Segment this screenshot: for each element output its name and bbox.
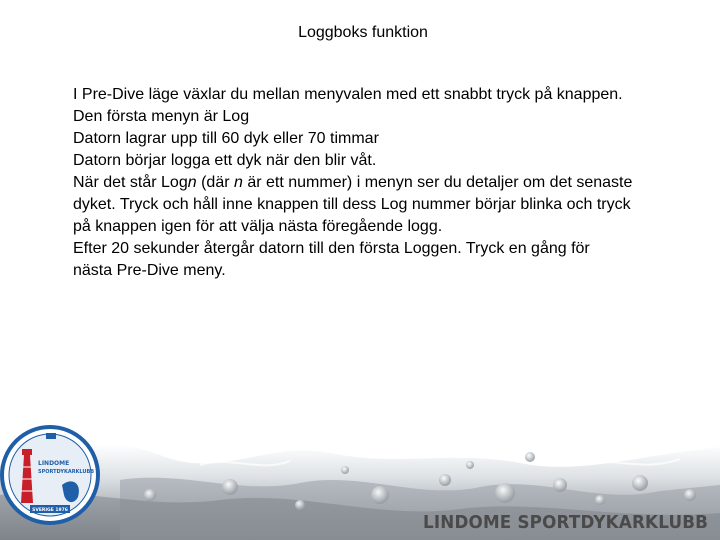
logo-year: SVERIGE 1976 xyxy=(32,508,68,513)
club-name: LINDOME SPORTDYKARKLUBB xyxy=(423,512,709,533)
body-paragraph-logn xyxy=(73,172,633,238)
body-line: Datorn lagrar upp till 60 dyk eller 70 timmar xyxy=(73,130,379,147)
logn-n-first: n xyxy=(187,174,197,191)
logn-pre: När det står Log xyxy=(73,174,188,191)
slide-title: Loggboks funktion xyxy=(298,24,428,41)
body-line: I Pre-Dive läge växlar du mellan menyvalen med ett snabbt tryck på knappen. xyxy=(73,86,623,103)
logn-n-second: n xyxy=(233,174,243,191)
club-logo xyxy=(0,425,100,525)
footer-banner xyxy=(0,425,720,540)
slide-body xyxy=(73,84,633,282)
logo-line2: SPORTDYKARKLUBB xyxy=(38,469,95,475)
logo-line1: LINDOME xyxy=(38,460,70,467)
logn-mid: (där xyxy=(196,174,234,191)
body-line: Den första menyn är Log xyxy=(73,108,250,125)
body-line: Efter 20 sekunder återgår datorn till den första Loggen. Tryck en gång för nästa Pre-Dive meny. xyxy=(73,240,590,279)
body-line: Datorn börjar logga ett dyk när den blir våt. xyxy=(73,152,377,169)
logn-post: är ett nummer) i menyn ser du detaljer om det senaste dyket. Tryck och håll inne knappen till dess Log nummer börjar blinka och tryck på knappen igen för att välja nästa föregående logg. xyxy=(73,174,633,235)
